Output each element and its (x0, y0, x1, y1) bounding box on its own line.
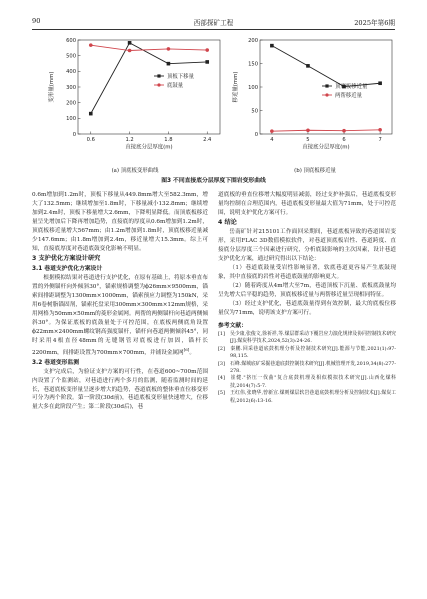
y-tick-label: 0 (254, 131, 258, 138)
reference-text: 秦鹏.回采巷道底鼓机理分析及控制技术研究[J].能源与节能,2021(1):97-98,115. (230, 345, 396, 360)
x-tick-label: 5 (306, 137, 310, 143)
legend-label: 底鼓量 (167, 82, 184, 89)
reference-text: 吴少康,张俊文,徐祈祥,等.煤层群采动下覆岩应力演化规律及协同控制技术研究[J].煤炭科学技术,2024,52(3):24-26. (230, 330, 397, 345)
running-header (32, 15, 395, 30)
y-tick-label: 300 (66, 84, 76, 91)
x-tick-label: 6 (342, 137, 346, 143)
paragraph-monitoring: 支护完成后，为验证支护方案的可行性，在巷道600~700m范围内设置了个监测站，对巷道进行两个多月的监测，随着监测时间的延长，巷道底板变形量呈逐步增大的趋势，巷道底板的整体垂直位移变形可分为两个阶段。第一阶段(30d前)，巷道底板变形量快速增大，位移量大多在此阶段产生；第二阶段(30d后)，巷 (32, 368, 208, 411)
y-tick-label: 500 (66, 53, 76, 60)
legend-marker (325, 93, 328, 96)
references-list (218, 331, 396, 405)
reference-text: 石峰.煤城底矿采掘巷道底鼓控制技术研究[J].机械管理开发,2019,34(8):277-278. (230, 360, 396, 374)
data-point (378, 81, 382, 85)
reference-item (218, 390, 396, 405)
data-point (205, 60, 209, 64)
x-axis-label: 直接底分层厚度(m) (125, 144, 173, 151)
x-tick-label: 1.2 (125, 137, 134, 143)
subcaption-b: (b) 顶底板移近量 (294, 168, 336, 174)
y-tick-label: 100 (66, 116, 76, 123)
reference-item (218, 375, 396, 390)
left-text-column (32, 191, 208, 412)
citation-ref: [6] (183, 346, 190, 352)
reference-item (218, 361, 396, 376)
section-heading-conclusion: 4 结论 (218, 218, 237, 226)
paragraph-support-design: 根据模拟结果对巷道进行支护优化，在原有基础上，将原本垂直布置的外侧锚杆向外倾斜30°，锚索规格调整为ϕ26mm×9500mm，锚索间排距调整为1300mm×1000mm，锚索预应力调整为150kN，采用6卷树脂锚固剂，锚索托盘采用300mm×300mm×12mm规格，采用网格为50mm×50mm的菱形金属网。两帮的两侧锚杆向巷道两侧倾斜30°。为保证底板的底鼓量处于可控范围，在底板两侧底角设置ϕ22mm×2400mm螺纹钢高强度锚杆，锚杆向巷道两侧倾斜45°，同时采用4根直径48mm的无缝钢管对底板进行加固，锚杆长2200mm，间排距设置为700mm×700mm，并铺设金属网[6]。 (32, 275, 208, 356)
legend-label: 两帮移近量 (335, 92, 362, 99)
x-axis-label: 直接底分层厚度(m) (302, 144, 350, 151)
y-tick-label: 200 (248, 37, 258, 44)
y-tick-label: 600 (66, 37, 76, 44)
conclusion-item-2: （2）随着跨度从4m增大至7m，巷道顶板下沉量、底板底鼓量均呈先增大后平稳的趋势，顶底板移近量与两帮移近量呈现相同特征。 (218, 283, 396, 299)
data-point (89, 43, 93, 47)
x-tick-label: 4 (270, 137, 274, 143)
subsection-heading-3-1: 3.1 巷道支护优化方案设计 (32, 266, 103, 273)
reference-number: [2] (218, 345, 225, 352)
data-point (205, 48, 209, 52)
y-tick-label: 150 (248, 61, 258, 68)
data-point (167, 62, 171, 66)
reference-number: [3] (218, 360, 225, 367)
y-tick-label: 100 (248, 84, 258, 91)
data-point (270, 44, 274, 48)
series-line (272, 130, 380, 131)
references-title: 参考文献： (218, 322, 247, 329)
subsection-heading-3-2: 3.2 巷道变形监测 (32, 359, 80, 366)
data-point (306, 128, 310, 132)
chart-convergence (232, 34, 397, 152)
series-line (91, 45, 207, 50)
data-point (89, 112, 93, 116)
legend-label: 顶板下移量 (167, 73, 194, 80)
right-text-column (218, 191, 396, 405)
data-point (342, 129, 346, 133)
reference-text: 王红伟,张晓华,曾新宣.煤则煤层软岩巷道底鼓机理分析及控制技术[J].煤炭工程,2012(6):13-16. (230, 390, 396, 404)
subcaption-a: (a) 顶底板变形曲线 (111, 168, 159, 174)
page-number: 90 (32, 17, 41, 25)
reference-item (218, 346, 396, 361)
reference-number: [4] (218, 375, 225, 382)
reference-number: [5] (218, 390, 225, 397)
x-tick-label: 1.8 (164, 137, 173, 143)
y-axis-label: 变形量(mm) (49, 71, 55, 103)
reference-number: [1] (218, 330, 225, 337)
reference-item (218, 331, 396, 346)
reference-text: 崔健."挤压一伐曲"复合底鼓机理及相似模拟技术研究[J].山西化煤科技,2014(7):5-7. (230, 375, 396, 389)
data-point (378, 128, 382, 132)
data-point (167, 47, 171, 51)
paragraph-conclusion-intro: 岳南矿针对215101工作面回采期间，巷道底板异致的巷道围岩变形，采用FLAC 3D数值模拟软件，对巷道顶底板岩性、巷道跨度、直接底分层厚度三个因素进行研究，分析底鼓影响的主次因素，设计巷道支护优化方案，通过研究得出以下结论： (218, 229, 396, 263)
x-tick-label: 2.4 (203, 137, 212, 143)
paragraph-monitoring-continued: 道底板的垂直位移增大幅度明显减弱，经过支护补强后，巷道底板变形量均控制在合理范围内，巷道底板变形量最大值为71mm，处于可控范围，说明支护优化方案可行。 (218, 192, 396, 216)
series-line (272, 46, 380, 87)
figure-caption: 图3 不同直接底分层厚度下围岩变形曲线 (161, 178, 266, 184)
chart-roof-floor-deformation (48, 34, 226, 152)
plot-frame (78, 40, 220, 134)
section-heading-3: 3 支护优化方案设计研究 (32, 254, 101, 262)
data-point (128, 41, 132, 45)
y-tick-label: 0 (72, 131, 76, 138)
data-point (128, 49, 132, 53)
x-tick-label: 0.6 (86, 137, 95, 143)
data-point (306, 64, 310, 68)
conclusion-item-1: （1）巷道底鼓量受岩性影响显著，软底巷道更容易产生底鼓现象，其中直接底的岩性对巷道底鼓量的影响更大。 (218, 265, 396, 281)
x-tick-label: 7 (378, 137, 382, 143)
legend-marker (157, 83, 160, 86)
y-tick-label: 400 (66, 69, 76, 76)
y-tick-label: 50 (251, 108, 258, 115)
y-tick-label: 200 (66, 100, 76, 107)
conclusion-item-3: （3）经过支护优化，巷道底鼓量得到有效控制，最大的底板位移量仅为71mm，说明该支护方案可行。 (218, 300, 396, 316)
y-axis-label: 移近量(mm) (233, 71, 239, 103)
legend-marker (157, 74, 160, 77)
legend-label: 顶底板移近量 (335, 83, 368, 90)
legend-marker (325, 84, 328, 87)
issue-label: 2025年第6期 (354, 19, 395, 27)
journal-name: 西部探矿工程 (193, 19, 234, 27)
data-point (270, 129, 274, 133)
paragraph-results-continued: 0.6m增加到1.2m时，顶板下移量从449.8mm增大至582.3mm，增大了132.5mm；继续增加至1.8m时，下移量减小132.8mm；继续增加到2.4m时，顶板下移量增大2.6mm，下降明显降低。而顶底板移近量呈先增加后下降再增加趋势，直接底的厚度从0.6m增加到1.2m时，顶底板移近量增大567mm；由1.2m增加到1.8m时，顶底板移近量减少147.6mm；由1.8m增加到2.4m，移近量增大15.3mm。综上可知，直接底厚度对巷道底鼓变化影响不明显。 (32, 192, 208, 252)
